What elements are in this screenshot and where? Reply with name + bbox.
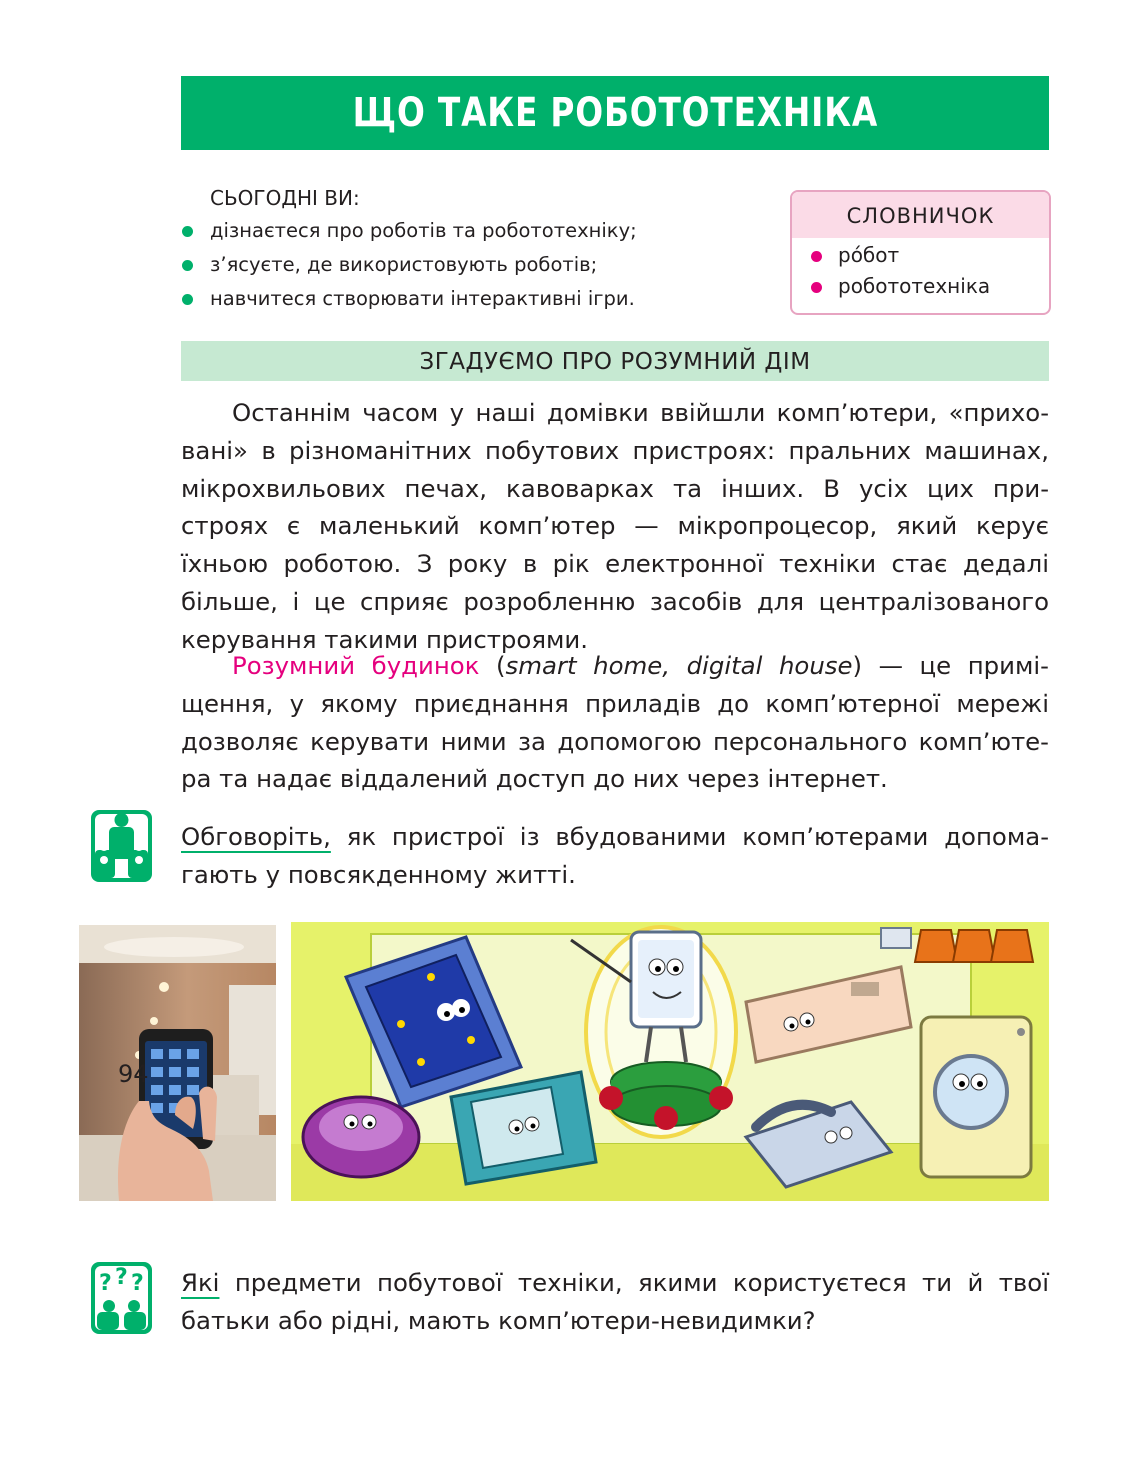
bullet-icon — [182, 294, 193, 305]
svg-text:?: ? — [115, 1265, 128, 1290]
discuss-keyword: Обговоріть, — [181, 822, 331, 851]
learning-goals — [181, 182, 781, 316]
glossary-term: робототехніка — [792, 271, 1049, 302]
bullet-icon — [182, 226, 193, 237]
glossary-term: рóбот — [792, 240, 1049, 271]
list-item: дізнаєтеся про роботів та робототехніку; — [181, 214, 781, 248]
glossary-list — [792, 238, 1049, 302]
list-item: з’ясуєте, де використовують роботів; — [181, 248, 781, 282]
goals-heading: СЬОГОДНІ ВИ: — [210, 186, 360, 210]
text-line: Обговоріть, як пристрої із вбудованими комп’ютерами допома- — [181, 822, 1049, 851]
bullet-icon — [811, 282, 822, 293]
text-line: гають у повсякденному житті. — [181, 859, 576, 889]
text-line: їхньою роботою. З року в рік електронної техніки стає дедалі — [181, 549, 1049, 579]
smartphone-photo — [79, 925, 276, 1201]
page-number: 94 — [118, 1060, 149, 1088]
svg-text:?: ? — [131, 1271, 144, 1296]
appliances-illustration — [291, 922, 1049, 1201]
text-line: Розумний будинок (smart home, digital house) — це примі- — [232, 651, 1049, 680]
text-line: щення, у якому приєднання приладів до комп’ютерної мережі — [181, 688, 1049, 718]
question-keyword: Які — [181, 1268, 220, 1297]
text-line: мікрохвильових печах, кавоварках та інших. В усіх цих при- — [181, 473, 1049, 503]
svg-text:?: ? — [99, 1271, 112, 1296]
term-highlight: Розумний будинок — [232, 651, 480, 680]
text-line: батьки або рідні, мають комп’ютери-невидимки? — [181, 1305, 816, 1335]
term-english: smart home, digital house — [505, 651, 853, 680]
page-title: ЩО ТАКЕ РОБОТОТЕХНІКА — [352, 90, 878, 136]
discuss-prompt — [181, 818, 1049, 894]
question-prompt — [181, 1264, 1049, 1340]
discuss-icon — [91, 810, 152, 882]
text-line: Які предмети побутової техніки, якими користуєтеся ти й твої — [181, 1268, 1049, 1297]
section-heading: ЗГАДУЄМО ПРО РОЗУМНИЙ ДІМ — [181, 341, 1049, 381]
text-line: більше, і це сприяє розробленню засобів для централізованого — [181, 586, 1049, 616]
bullet-icon — [182, 260, 193, 271]
list-item: навчитеся створювати інтерактивні ігри. — [181, 282, 781, 316]
text-line: ра та надає віддалений доступ до них через інтернет. — [181, 764, 888, 794]
bullet-icon — [811, 251, 822, 262]
glossary-heading: СЛОВНИЧОК — [792, 192, 1049, 238]
paragraph-1 — [181, 394, 1049, 659]
text-line: вані» в різноманітних побутових пристроях: пральних машинах, — [181, 435, 1049, 465]
glossary-box — [790, 190, 1051, 315]
goals-list — [181, 214, 781, 316]
title-banner — [181, 76, 1049, 150]
text-line: Останнім часом у наші домівки ввійшли комп’ютери, «прихо- — [232, 398, 1049, 427]
text-line: дозволяє керувати ними за допомогою персонального комп’юте- — [181, 726, 1049, 756]
text-line: керування такими пристроями. — [181, 624, 589, 654]
text-line: строях є маленький комп’ютер — мікропроцесор, який керує — [181, 511, 1049, 541]
question-icon — [91, 1262, 152, 1334]
paragraph-2 — [181, 647, 1049, 798]
